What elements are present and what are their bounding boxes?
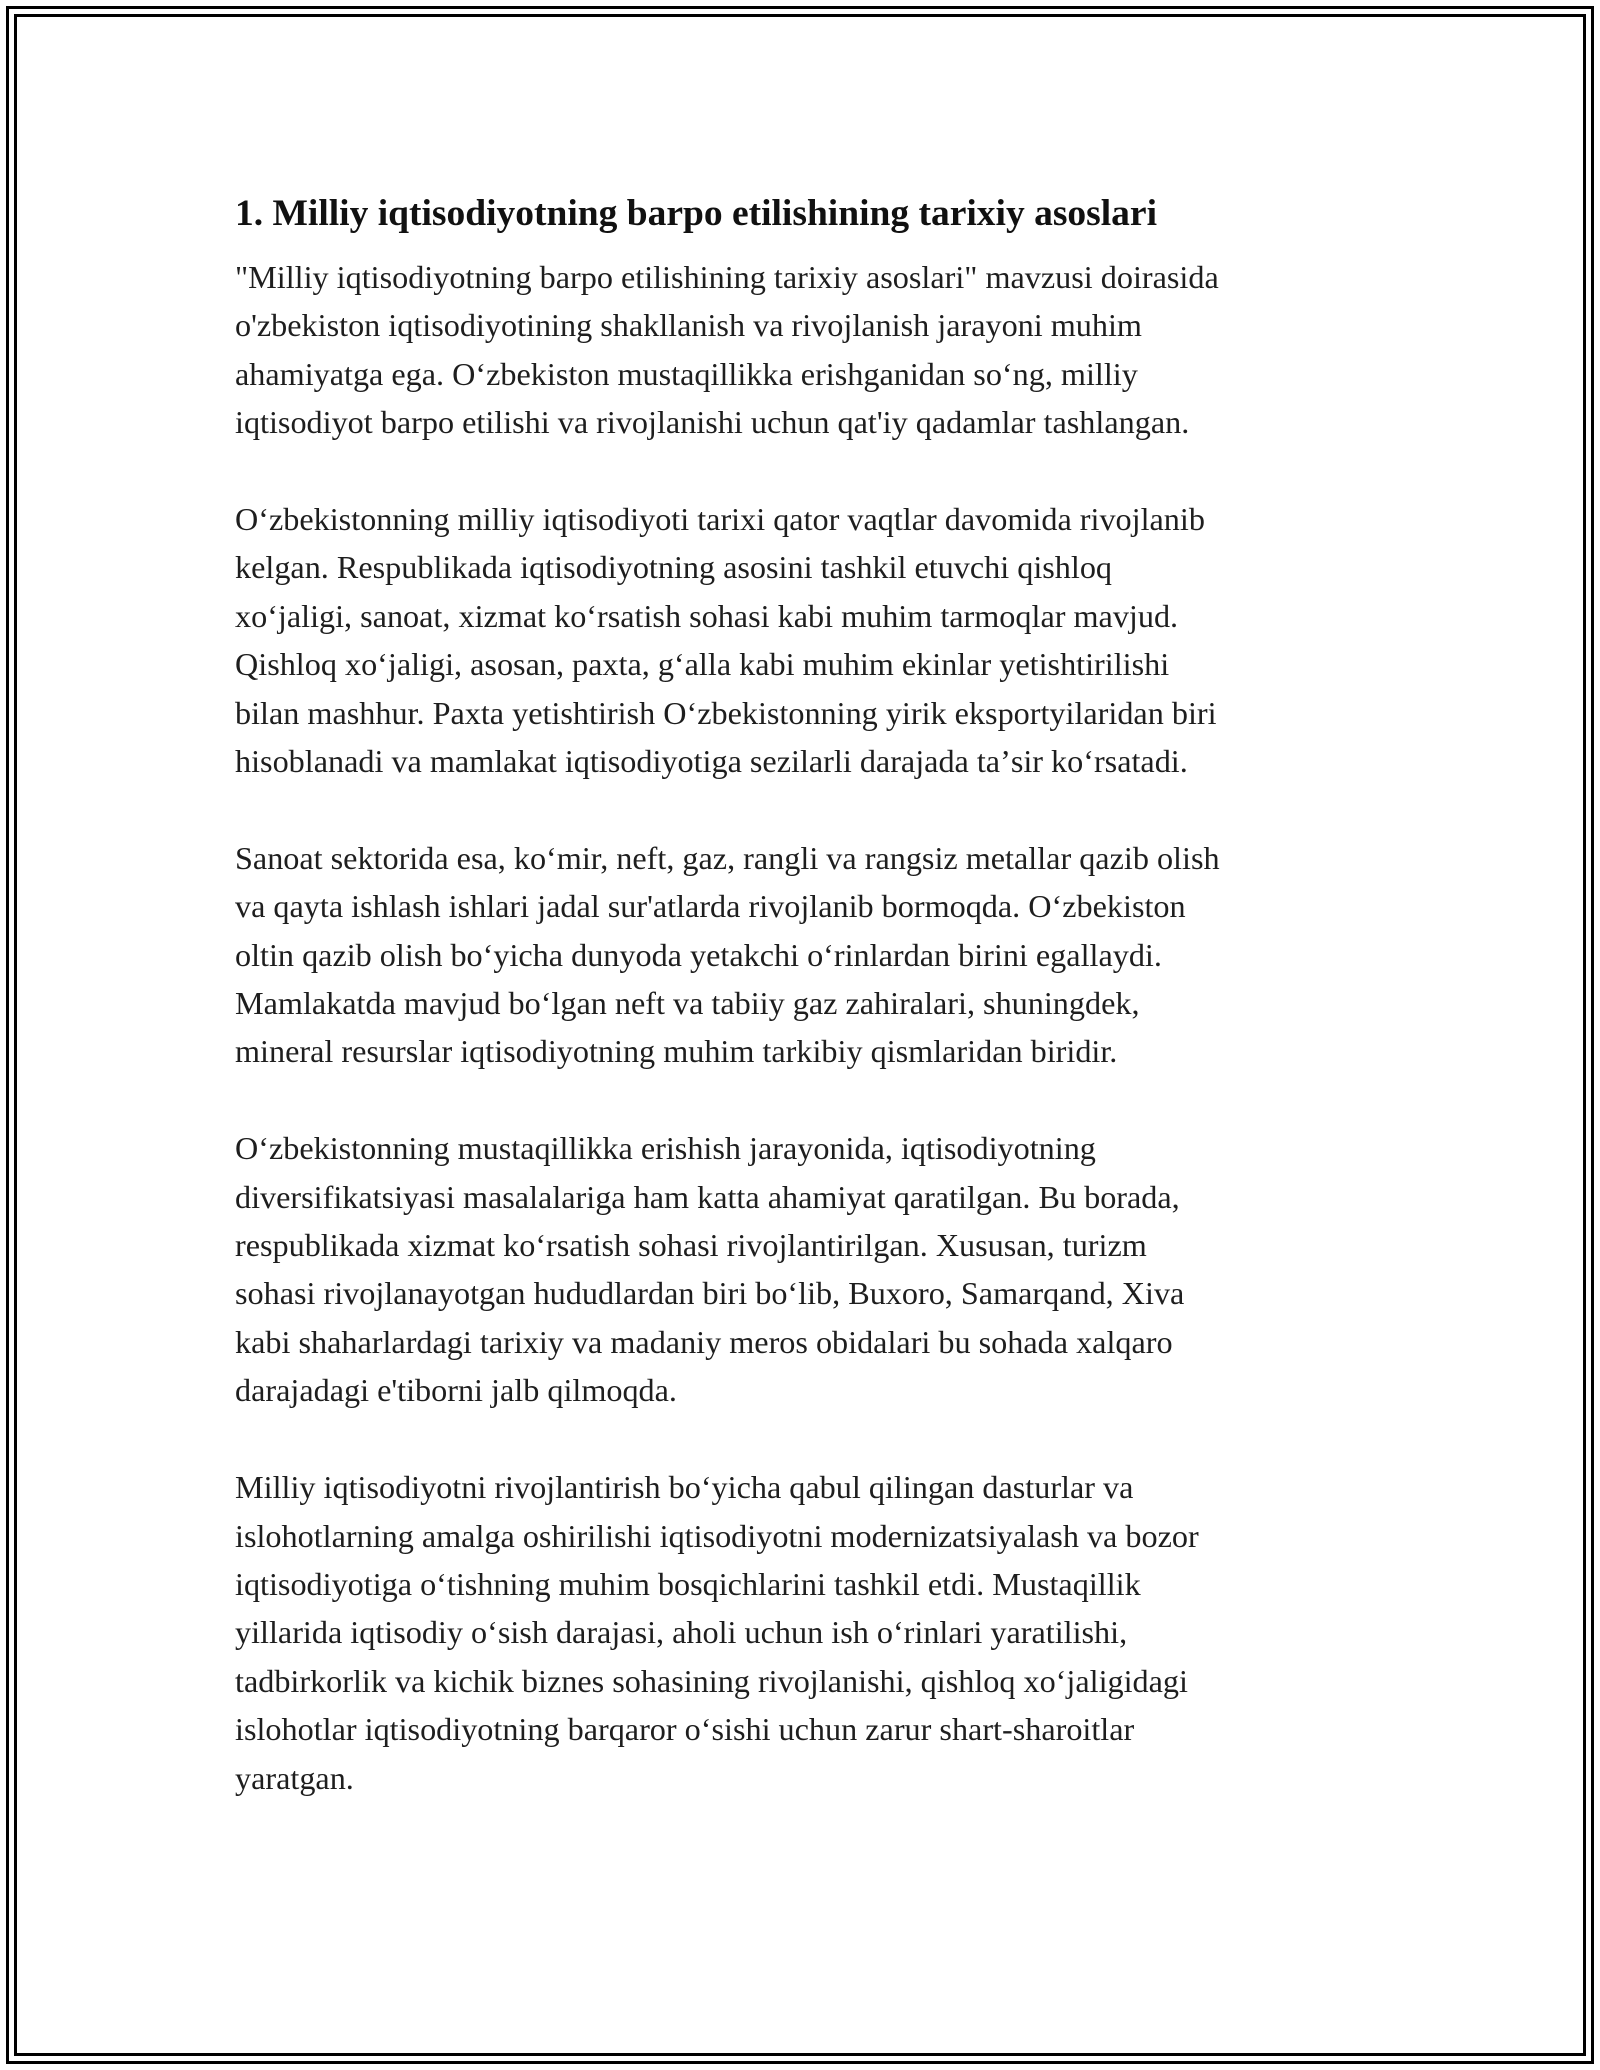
paragraph-1 bbox=[235, 253, 1365, 447]
paragraph-line: kabi shaharlardagi tarixiy va madaniy meros obidalari bu sohada xalqaro bbox=[235, 1323, 1173, 1360]
paragraph-line: Oʻzbekistonning mustaqillikka erishish jarayonida, iqtisodiyotning bbox=[235, 1130, 1096, 1167]
paragraph-line: hisoblanadi va mamlakat iqtisodiyotiga sezilarli darajada taʼsir koʻrsatadi. bbox=[235, 743, 1188, 780]
paragraph-line: bilan mashhur. Paxta yetishtirish Oʻzbekistonning yirik eksportyilaridan biri bbox=[235, 694, 1217, 731]
paragraph-line: xoʻjaligi, sanoat, xizmat koʻrsatish sohasi kabi muhim tarmoqlar mavjud. bbox=[235, 597, 1179, 634]
paragraph-line: mineral resurslar iqtisodiyotning muhim tarkibiy qismlaridan biridir. bbox=[235, 1033, 1118, 1070]
paragraph-line: islohotlarning amalga oshirilishi iqtisodiyotni modernizatsiyalash va bozor bbox=[235, 1517, 1199, 1554]
paragraph-5 bbox=[235, 1463, 1365, 1802]
paragraph-line: va qayta ishlash ishlari jadal sur'atlarda rivojlanib bormoqda. Oʻzbekiston bbox=[235, 888, 1186, 925]
paragraph-line: Oʻzbekistonning milliy iqtisodiyoti tarixi qator vaqtlar davomida rivojlanib bbox=[235, 501, 1205, 538]
paragraph-line: islohotlar iqtisodiyotning barqaror oʻsishi uchun zarur shart-sharoitlar bbox=[235, 1711, 1135, 1748]
paragraph-line: sohasi rivojlanayotgan hududlardan biri boʻlib, Buxoro, Samarqand, Xiva bbox=[235, 1275, 1185, 1312]
paragraph-line: Qishloq xoʻjaligi, asosan, paxta, gʻalla kabi muhim ekinlar yetishtirilishi bbox=[235, 646, 1170, 683]
document-body bbox=[235, 185, 1365, 1850]
paragraph-line: respublikada xizmat koʻrsatish sohasi rivojlantirilgan. Xususan, turizm bbox=[235, 1227, 1147, 1264]
paragraph-line: Milliy iqtisodiyotni rivojlantirish boʻyicha qabul qilingan dasturlar va bbox=[235, 1469, 1134, 1506]
paragraph-line: yaratgan. bbox=[235, 1759, 354, 1796]
paragraph-line: yillarida iqtisodiy oʻsish darajasi, aholi uchun ish oʻrinlari yaratilishi, bbox=[235, 1614, 1128, 1651]
paragraph-line: o'zbekiston iqtisodiyotining shakllanish va rivojlanish jarayoni muhim bbox=[235, 307, 1142, 344]
paragraph-3 bbox=[235, 834, 1365, 1076]
paragraph-line: tadbirkorlik va kichik biznes sohasining rivojlanishi, qishloq xoʻjaligidagi bbox=[235, 1662, 1188, 1699]
document-title: 1. Milliy iqtisodiyotning barpo etilishining tarixiy asoslari bbox=[235, 193, 1157, 234]
paragraph-line: diversifikatsiyasi masalalariga ham katta ahamiyat qaratilgan. Bu borada, bbox=[235, 1178, 1180, 1215]
paragraph-line: iqtisodiyot barpo etilishi va rivojlanishi uchun qat'iy qadamlar tashlangan. bbox=[235, 404, 1190, 441]
paragraph-2 bbox=[235, 495, 1365, 785]
paragraph-line: iqtisodiyotiga oʻtishning muhim bosqichlarini tashkil etdi. Mustaqillik bbox=[235, 1565, 1141, 1602]
paragraph-4 bbox=[235, 1124, 1365, 1414]
paragraph-line: darajadagi e'tiborni jalb qilmoqda. bbox=[235, 1372, 677, 1409]
paragraph-line: ahamiyatga ega. Oʻzbekiston mustaqillikka erishganidan soʻng, milliy bbox=[235, 355, 1138, 392]
paragraph-line: kelgan. Respublikada iqtisodiyotning asosini tashkil etuvchi qishloq bbox=[235, 549, 1113, 586]
paragraph-line: Sanoat sektorida esa, koʻmir, neft, gaz, rangli va rangsiz metallar qazib olish bbox=[235, 839, 1220, 876]
paragraph-line: Mamlakatda mavjud boʻlgan neft va tabiiy gaz zahiralari, shuningdek, bbox=[235, 985, 1140, 1022]
paragraph-line: "Milliy iqtisodiyotning barpo etilishining tarixiy asoslari" mavzusi doirasida bbox=[235, 259, 1219, 295]
paragraph-line: oltin qazib olish boʻyicha dunyoda yetakchi oʻrinlardan birini egallaydi. bbox=[235, 936, 1162, 973]
